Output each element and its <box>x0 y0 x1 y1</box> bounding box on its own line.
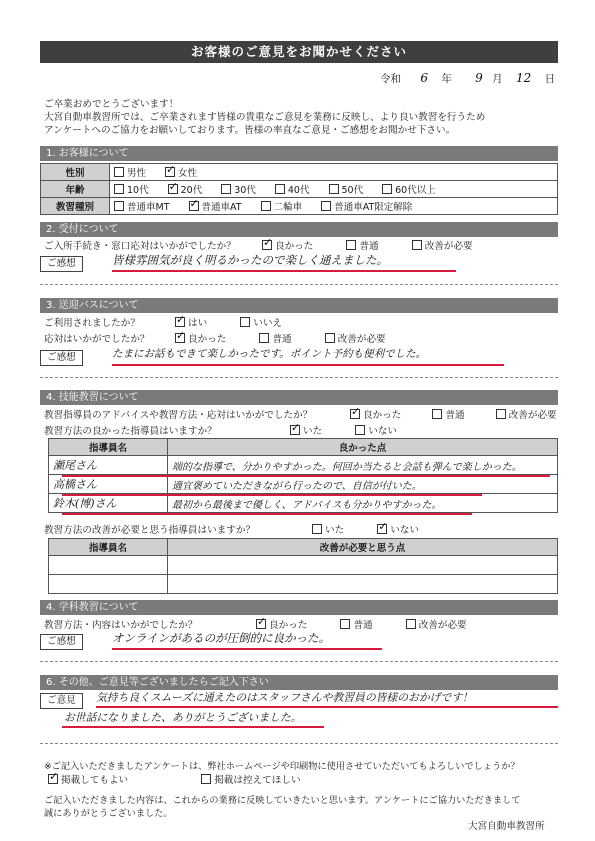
age-row <box>41 181 558 198</box>
other-comment-line-2[interactable]: お世話になりました、ありがとうございました。 <box>64 711 302 724</box>
reception-options <box>262 238 489 252</box>
gender-row <box>41 164 558 181</box>
checkbox-icon[interactable] <box>114 167 124 177</box>
table-row <box>49 494 558 513</box>
option-allow-publish[interactable]: ✓掲載してもよい <box>48 772 128 786</box>
option-yes[interactable]: ✓ はい <box>175 315 207 329</box>
skill-advice-options <box>350 407 557 421</box>
good-point[interactable]: 適宜褒めていただきながら行ったので、自信が付いた。 <box>168 475 558 494</box>
academic-comment[interactable]: オンラインがあるのが圧倒的に良かった。 <box>112 631 331 645</box>
option-age-60s-plus[interactable]: 60代以上 <box>382 182 436 196</box>
handwritten-underline <box>62 475 550 477</box>
bad-point-cell[interactable] <box>168 556 558 575</box>
checkbox-checked-icon[interactable] <box>165 167 175 177</box>
option-age-30s[interactable]: 30代 <box>221 182 256 196</box>
checkbox-icon[interactable] <box>114 184 124 194</box>
instructor-name-header: 指導員名 <box>49 539 168 556</box>
checkbox-icon[interactable] <box>329 184 339 194</box>
option-needs-improvement[interactable]: 改善が必要 <box>325 331 386 345</box>
reception-comment[interactable]: 皆様雰囲気が良く明るかったので楽しく通えました。 <box>112 253 388 267</box>
option-age-20s[interactable]: ✓ 20代 <box>168 182 203 196</box>
section-reception-title: 2. 受付について <box>40 222 558 237</box>
date-month-unit: 月 <box>492 73 503 85</box>
date-year-unit: 年 <box>441 73 452 85</box>
option-needs-improvement[interactable]: 改善が必要 <box>496 407 557 421</box>
consent-options <box>48 772 317 786</box>
checkbox-checked-icon[interactable] <box>350 409 360 419</box>
table-header-row <box>49 539 558 556</box>
bad-point-header: 改善が必要と思う点 <box>168 539 558 556</box>
option-course-at-release[interactable]: 普通車AT限定解除 <box>321 199 412 213</box>
option-deny-publish[interactable]: 掲載は控えてほしい <box>201 772 300 786</box>
consent-question: ※ご記入いただきましたアンケートは、弊社ホームページや印刷物に使用させていただいてもよろしいでしょうか？ <box>44 761 520 772</box>
handwritten-underline <box>62 494 482 496</box>
table-row <box>49 475 558 494</box>
footer-line: ご記入いただきました内容は、これからの業務に反映していきたいと思います。アンケートにご協力いただきまして <box>44 795 521 806</box>
checkbox-icon[interactable] <box>432 409 442 419</box>
checkbox-icon[interactable] <box>325 333 335 343</box>
checkbox-checked-icon[interactable] <box>189 201 199 211</box>
bus-question-used: ご利用されましたか？ <box>44 318 140 329</box>
instructor-name[interactable]: 高橋さん <box>49 475 168 494</box>
table-row <box>49 456 558 475</box>
bus-used-options <box>175 315 298 329</box>
bus-comment[interactable]: たまにお話もできて楽しかったです。ポイント予約も便利でした。 <box>112 348 427 360</box>
writing-line <box>40 284 558 285</box>
intro-line: 大宮自動車教習所では、ご卒業されます皆様の貴重なご意見を業務に反映し、より良い教習を行うため <box>44 112 486 123</box>
good-point-header: 良かった点 <box>168 439 558 456</box>
intro-text <box>44 98 564 137</box>
option-average[interactable]: 普通 <box>346 238 378 252</box>
other-comment-line-1[interactable]: 気持ち良くスムーズに通えたのはスタッフさんや教習員の皆様のおかげです！ <box>96 691 473 704</box>
bus-comment-label: ご感想 <box>40 350 83 366</box>
handwritten-underline <box>62 726 324 728</box>
good-point[interactable]: 端的な指導で、分かりやすかった。何回か当たると会話も弾んで楽しかった。 <box>168 456 558 475</box>
instructor-name-cell[interactable] <box>49 556 168 575</box>
handwritten-underline <box>112 648 382 650</box>
bad-instructor-table <box>48 538 558 594</box>
checkbox-checked-icon[interactable] <box>377 524 387 534</box>
checkbox-icon[interactable] <box>496 409 506 419</box>
instructor-name[interactable]: 瀬尾さん <box>49 456 168 475</box>
option-course-motorcycle[interactable]: 二輪車 <box>261 199 303 213</box>
checkbox-icon[interactable] <box>406 619 416 629</box>
age-label: 年齢 <box>41 181 110 198</box>
table-header-row <box>49 439 558 456</box>
option-age-10s[interactable]: 10代 <box>114 182 149 196</box>
footer-line: 誠にありがとうございました。 <box>44 808 173 819</box>
checkbox-icon[interactable] <box>221 184 231 194</box>
option-needs-improvement[interactable]: 改善が必要 <box>406 617 467 631</box>
skill-bad-options <box>312 522 435 536</box>
option-average[interactable]: 普通 <box>259 331 291 345</box>
checkbox-checked-icon[interactable] <box>48 774 58 784</box>
writing-line <box>40 661 558 662</box>
writing-line <box>40 743 558 744</box>
footer-text <box>44 794 564 820</box>
skill-question-advice: 教習指導員のアドバイスや教習方法・応対はいかがでしたか？ <box>44 410 313 421</box>
option-male[interactable]: 男性 <box>114 165 146 179</box>
option-good[interactable]: ✓ 良かった <box>256 617 307 631</box>
option-no[interactable]: ✓ いない <box>377 522 419 536</box>
good-point[interactable]: 最初から最後まで優しく、アドバイスも分かりやすかった。 <box>168 494 558 513</box>
option-course-mt[interactable]: 普通車MT <box>114 199 170 213</box>
handwritten-underline <box>62 513 472 515</box>
date-day-unit: 日 <box>544 73 556 85</box>
checkbox-icon[interactable] <box>275 184 285 194</box>
bus-question-service: 応対はいかがでしたか？ <box>44 334 150 345</box>
checkbox-icon[interactable] <box>261 201 271 211</box>
checkbox-icon[interactable] <box>382 184 392 194</box>
checkbox-checked-icon[interactable] <box>290 425 300 435</box>
option-good[interactable]: ✓ 良かった <box>262 238 313 252</box>
bus-service-options <box>175 331 402 345</box>
checkbox-icon[interactable] <box>355 425 365 435</box>
checkbox-checked-icon[interactable] <box>175 317 185 327</box>
section-academic-title: 4. 学科教習について <box>40 600 558 615</box>
skill-question-bad-instructor: 教習方法の改善が必要と思う指導員はいますか？ <box>44 525 256 536</box>
checkbox-checked-icon[interactable] <box>175 333 185 343</box>
bad-point-cell[interactable] <box>168 575 558 594</box>
date-era: 令和 <box>380 73 401 85</box>
other-comment-label: ご意見 <box>40 693 83 709</box>
handwritten-underline <box>96 706 558 708</box>
date-month[interactable]: 9 <box>475 71 483 85</box>
table-row <box>49 556 558 575</box>
table-row <box>49 575 558 594</box>
option-needs-improvement[interactable]: 改善が必要 <box>412 238 473 252</box>
option-good[interactable]: ✓ 良かった <box>175 331 226 345</box>
skill-good-options <box>290 423 413 437</box>
option-yes[interactable]: ✓ いた <box>290 423 322 437</box>
option-no[interactable]: いない <box>355 423 397 437</box>
option-no[interactable]: いいえ <box>240 315 282 329</box>
section-skill-title: 4. 技能教習について <box>40 390 558 405</box>
checkbox-checked-icon[interactable] <box>262 240 272 250</box>
instructor-name-header: 指導員名 <box>49 439 168 456</box>
handwritten-underline <box>112 270 456 272</box>
company-name: 大宮自動車教習所 <box>468 821 545 832</box>
reception-comment-label: ご感想 <box>40 256 83 272</box>
checkbox-checked-icon[interactable] <box>256 619 266 629</box>
option-average[interactable]: 普通 <box>340 617 372 631</box>
checkbox-checked-icon[interactable] <box>168 184 178 194</box>
writing-line <box>40 377 558 378</box>
checkbox-icon[interactable] <box>340 619 350 629</box>
instructor-name-cell[interactable] <box>49 575 168 594</box>
checkbox-icon[interactable] <box>259 333 269 343</box>
instructor-name[interactable]: 鈴木(博)さん <box>49 494 168 513</box>
section-other-title: 6. その他、ご意見等ございましたらご記入下さい <box>40 675 558 690</box>
intro-line: アンケートへのご協力をお願いしております。皆様の率直なご意見・ご感想をお聞かせ下さい。 <box>44 125 456 136</box>
checkbox-icon[interactable] <box>201 774 211 784</box>
checkbox-icon[interactable] <box>240 317 250 327</box>
course-row <box>41 198 558 215</box>
option-yes[interactable]: いた <box>312 522 344 536</box>
skill-question-good-instructor: 教習方法の良かった指導員はいますか？ <box>44 426 217 437</box>
form-title: お客様のご意見をお聞かせください <box>40 41 558 63</box>
checkbox-icon[interactable] <box>312 524 322 534</box>
option-age-40s[interactable]: 40代 <box>275 182 310 196</box>
option-good[interactable]: ✓ 良かった <box>350 407 401 421</box>
course-label: 教習種別 <box>41 198 110 215</box>
section-bus-title: 3. 送迎バスについて <box>40 298 558 313</box>
customer-table <box>40 163 558 215</box>
date-day[interactable]: 12 <box>516 71 532 85</box>
checkbox-icon[interactable] <box>114 201 124 211</box>
option-age-50s[interactable]: 50代 <box>329 182 364 196</box>
checkbox-icon[interactable] <box>346 240 356 250</box>
option-average[interactable]: 普通 <box>432 407 464 421</box>
academic-question: 教習方法・内容はいかがでしたか？ <box>44 620 198 631</box>
checkbox-icon[interactable] <box>321 201 331 211</box>
intro-line: ご卒業おめでとうございます！ <box>44 99 179 110</box>
academic-options <box>256 617 483 631</box>
date-year[interactable]: 6 <box>420 71 428 85</box>
checkbox-icon[interactable] <box>412 240 422 250</box>
gender-label: 性別 <box>41 164 110 181</box>
reception-question: ご入所手続き・窓口応対はいかがでしたか？ <box>44 241 236 252</box>
date-line <box>380 71 558 86</box>
section-customer-title: 1. お客様について <box>40 146 558 161</box>
academic-comment-label: ご感想 <box>40 634 83 650</box>
option-course-at[interactable]: ✓ 普通車AT <box>189 199 242 213</box>
handwritten-underline <box>112 364 504 366</box>
option-female[interactable]: ✓ 女性 <box>165 165 197 179</box>
